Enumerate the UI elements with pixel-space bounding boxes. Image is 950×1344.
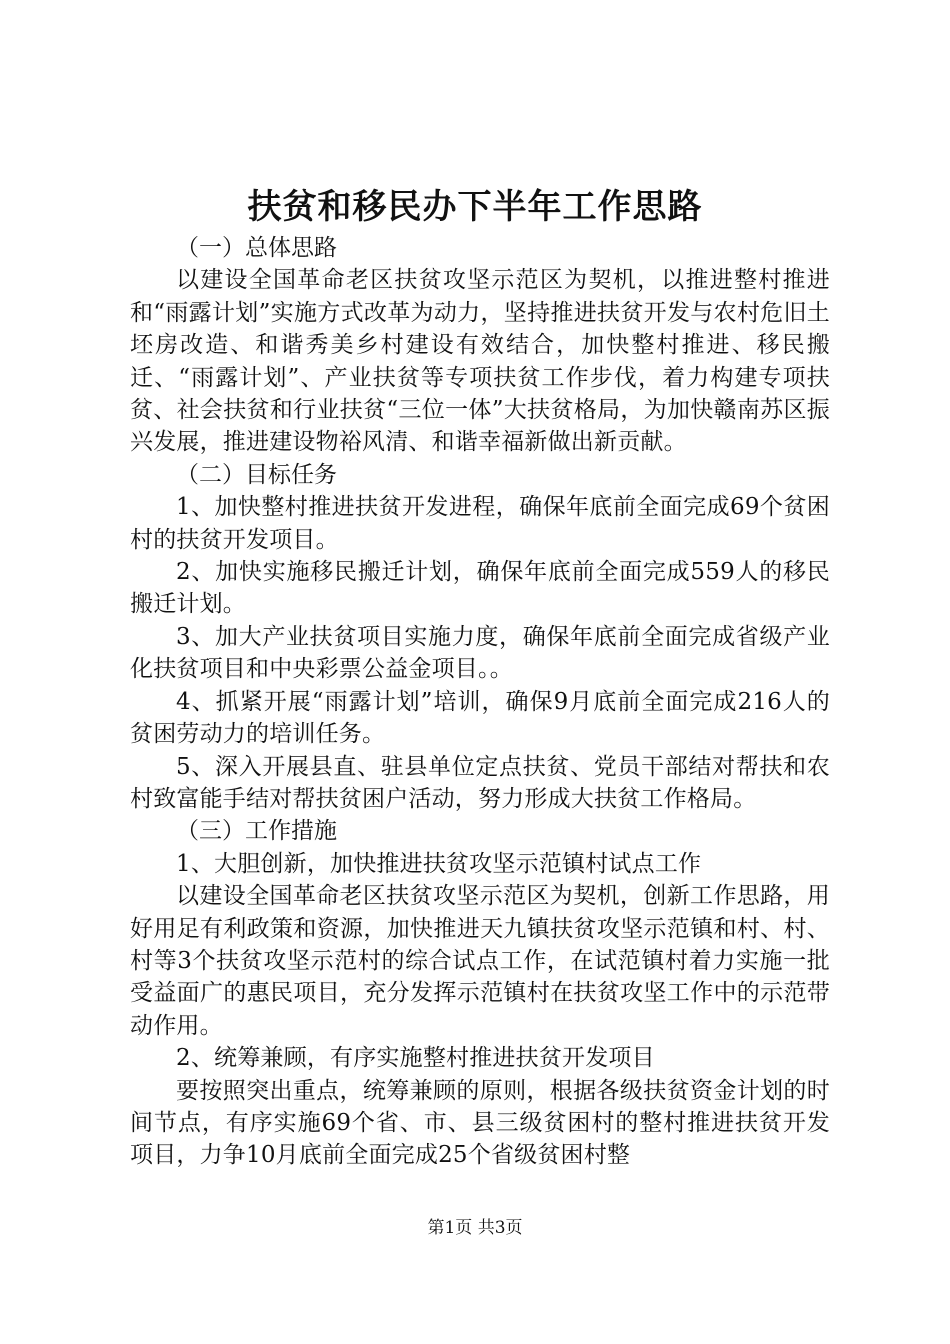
paragraph: 要按照突出重点，统筹兼顾的原则，根据各级扶贫资金计划的时间节点，有序实施69个省、市、县三级贫困村的整村推进扶贫开发项目，力争10月底前全面完成25个省级贫困村整 xyxy=(130,1077,830,1169)
subheading: 1、大胆创新，加快推进扶贫攻坚示范镇村试点工作 xyxy=(176,850,702,877)
section-heading: （一）总体思路 xyxy=(176,235,337,261)
paragraph: 4、抓紧开展“雨露计划”培训，确保9月底前全面完成216人的贫困劳动力的培训任务。 xyxy=(130,688,830,748)
page-number-footer: 第1页 共3页 xyxy=(427,1218,523,1238)
subheading: 2、统筹兼顾，有序实施整村推进扶贫开发项目 xyxy=(176,1045,655,1072)
paragraph: 以建设全国革命老区扶贫攻坚示范区为契机，创新工作思路，用好用足有利政策和资源，加快推进天九镇扶贫攻坚示范镇和村、村、村等3个扶贫攻坚示范村的综合试点工作，在试范镇村着力实施一批受益面广的惠民项目，充分发挥示范镇村在扶贫攻坚工作中的示范带动作用。 xyxy=(130,883,830,1039)
document-title: 扶贫和移民办下半年工作思路 xyxy=(247,187,703,227)
paragraph: 1、加快整村推进扶贫开发进程，确保年底前全面完成69个贫困村的扶贫开发项目。 xyxy=(130,494,830,553)
paragraph: 5、深入开展县直、驻县单位定点扶贫、党员干部结对帮扶和农村致富能手结对帮扶贫困户活动，努力形成大扶贫工作格局。 xyxy=(130,753,830,812)
paragraph: 3、加大产业扶贫项目实施力度，确保年底前全面完成省级产业化扶贫项目和中央彩票公益金项目。。 xyxy=(130,623,830,683)
paragraph: 2、加快实施移民搬迁计划，确保年底前全面完成559人的移民搬迁计划。 xyxy=(130,559,830,618)
section-heading: （三）工作措施 xyxy=(176,818,337,845)
document-body xyxy=(130,232,830,1172)
paragraph: 以建设全国革命老区扶贫攻坚示范区为契机，以推进整村推进和“雨露计划”实施方式改革为动力，坚持推进扶贫开发与农村危旧土坯房改造、和谐秀美乡村建设有效结合，加快整村推进、移民搬迁、“雨露计划”、产业扶贫等专项扶贫工作步伐，着力构建专项扶贫、社会扶贫和行业扶贫“三位一体”大扶贫格局，为加快赣南苏区振兴发展，推进建设物裕风清、和谐幸福新做出新贡献。 xyxy=(130,267,830,456)
section-heading: （二）目标任务 xyxy=(176,461,337,488)
